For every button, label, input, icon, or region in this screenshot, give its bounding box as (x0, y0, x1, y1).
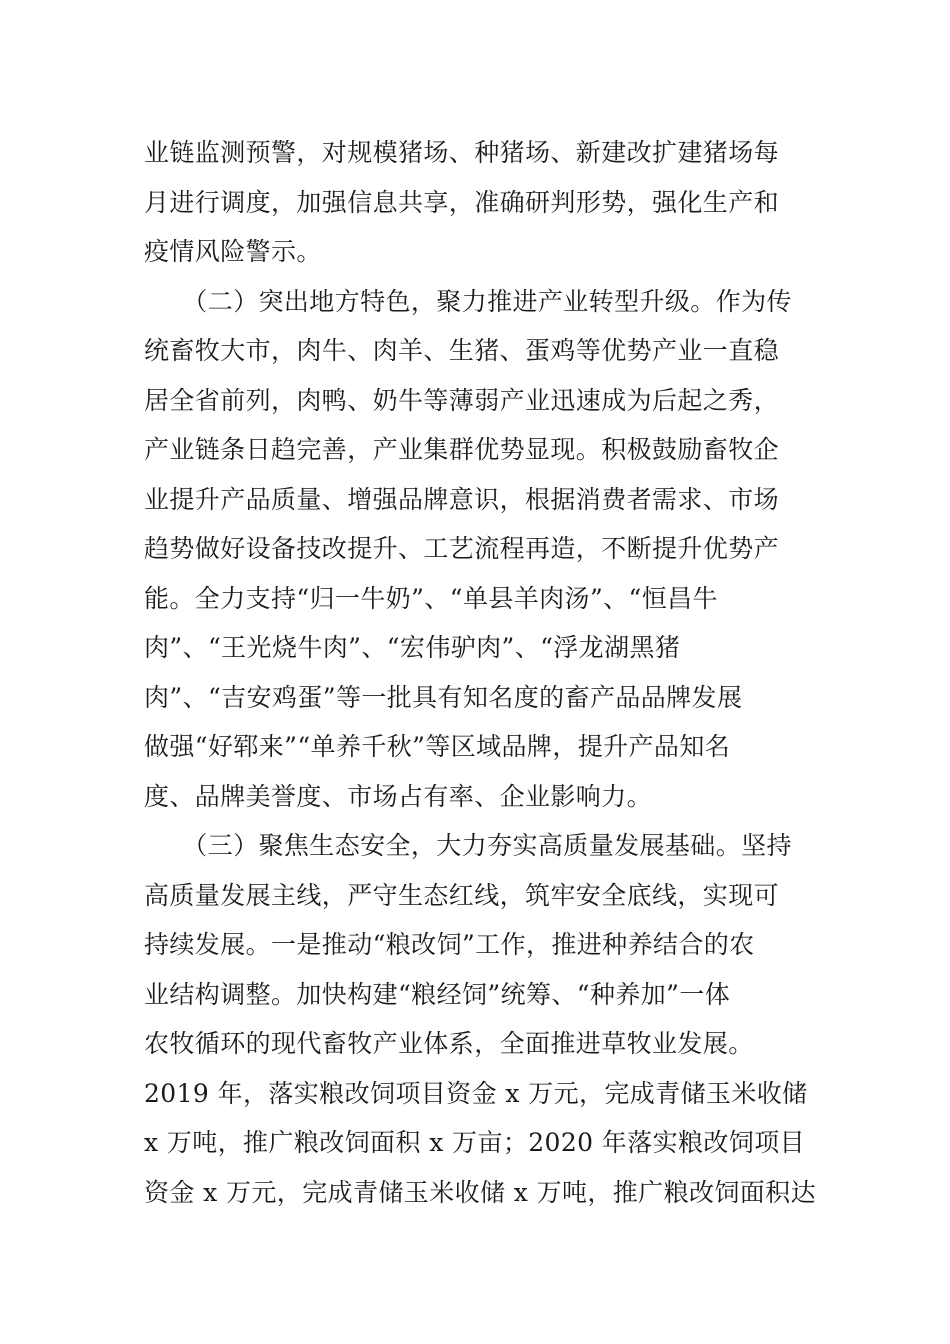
text-line-14: 度、品牌美誉度、市场占有率、企业影响力。 (144, 781, 653, 811)
text-line-9: 趋势做好设备技改提升、工艺流程再造，不断提升优势产 (144, 534, 780, 563)
text-line-5: 统畜牧大市，肉牛、肉羊、生猪、蛋鸡等优势产业一直稳 (144, 336, 780, 365)
text-line-2: 月进行调度，加强信息共享，准确研判形势，强化生产和 (144, 187, 780, 217)
body-text (144, 128, 816, 1217)
text-line-18: 业结构调整。加快构建“粮经饲”统筹、“种养加”一体 (144, 979, 731, 1009)
text-line-13: 做强“好郓来”“单养千秋”等区域品牌，提升产品知名 (144, 732, 731, 761)
text-line-15: （三）聚焦生态安全，大力夯实高质量发展基础。坚持 (144, 831, 792, 860)
text-line-4: （二）突出地方特色，聚力推进产业转型升级。作为传 (144, 286, 792, 316)
text-line-21: x 万吨，推广粮改饲面积 x 万亩；2020 年落实粮改饲项目 (144, 1128, 806, 1157)
text-line-22: 资金 x 万元，完成青储玉米收储 x 万吨，推广粮改饲面积达 (144, 1177, 816, 1207)
text-line-3: 疫情风险警示。 (144, 237, 322, 266)
text-line-11: 肉”、“王光烧牛肉”、“宏伟驴肉”、“浮龙湖黑猪 (144, 633, 681, 662)
text-line-20: 2019 年，落实粮改饲项目资金 x 万元，完成青储玉米收储 (144, 1078, 808, 1108)
text-line-19: 农牧循环的现代畜牧产业体系，全面推进草牧业发展。 (144, 1029, 754, 1058)
text-line-7: 产业链条日趋完善，产业集群优势显现。积极鼓励畜牧企 (144, 435, 780, 464)
text-line-10: 能。全力支持“归一牛奶”、“单县羊肉汤”、“恒昌牛 (144, 583, 718, 613)
text-line-8: 业提升产品质量、增强品牌意识，根据消费者需求、市场 (144, 484, 780, 514)
text-line-6: 居全省前列，肉鸭、奶牛等薄弱产业迅速成为后起之秀， (144, 385, 780, 415)
text-line-1: 业链监测预警，对规模猪场、种猪场、新建改扩建猪场每 (144, 138, 780, 167)
text-line-16: 高质量发展主线，严守生态红线，筑牢安全底线，实现可 (144, 880, 780, 910)
text-line-17: 持续发展。一是推动“粮改饲”工作，推进种养结合的农 (144, 930, 755, 959)
text-line-12: 肉”、“吉安鸡蛋”等一批具有知名度的畜产品品牌发展 (144, 682, 743, 712)
